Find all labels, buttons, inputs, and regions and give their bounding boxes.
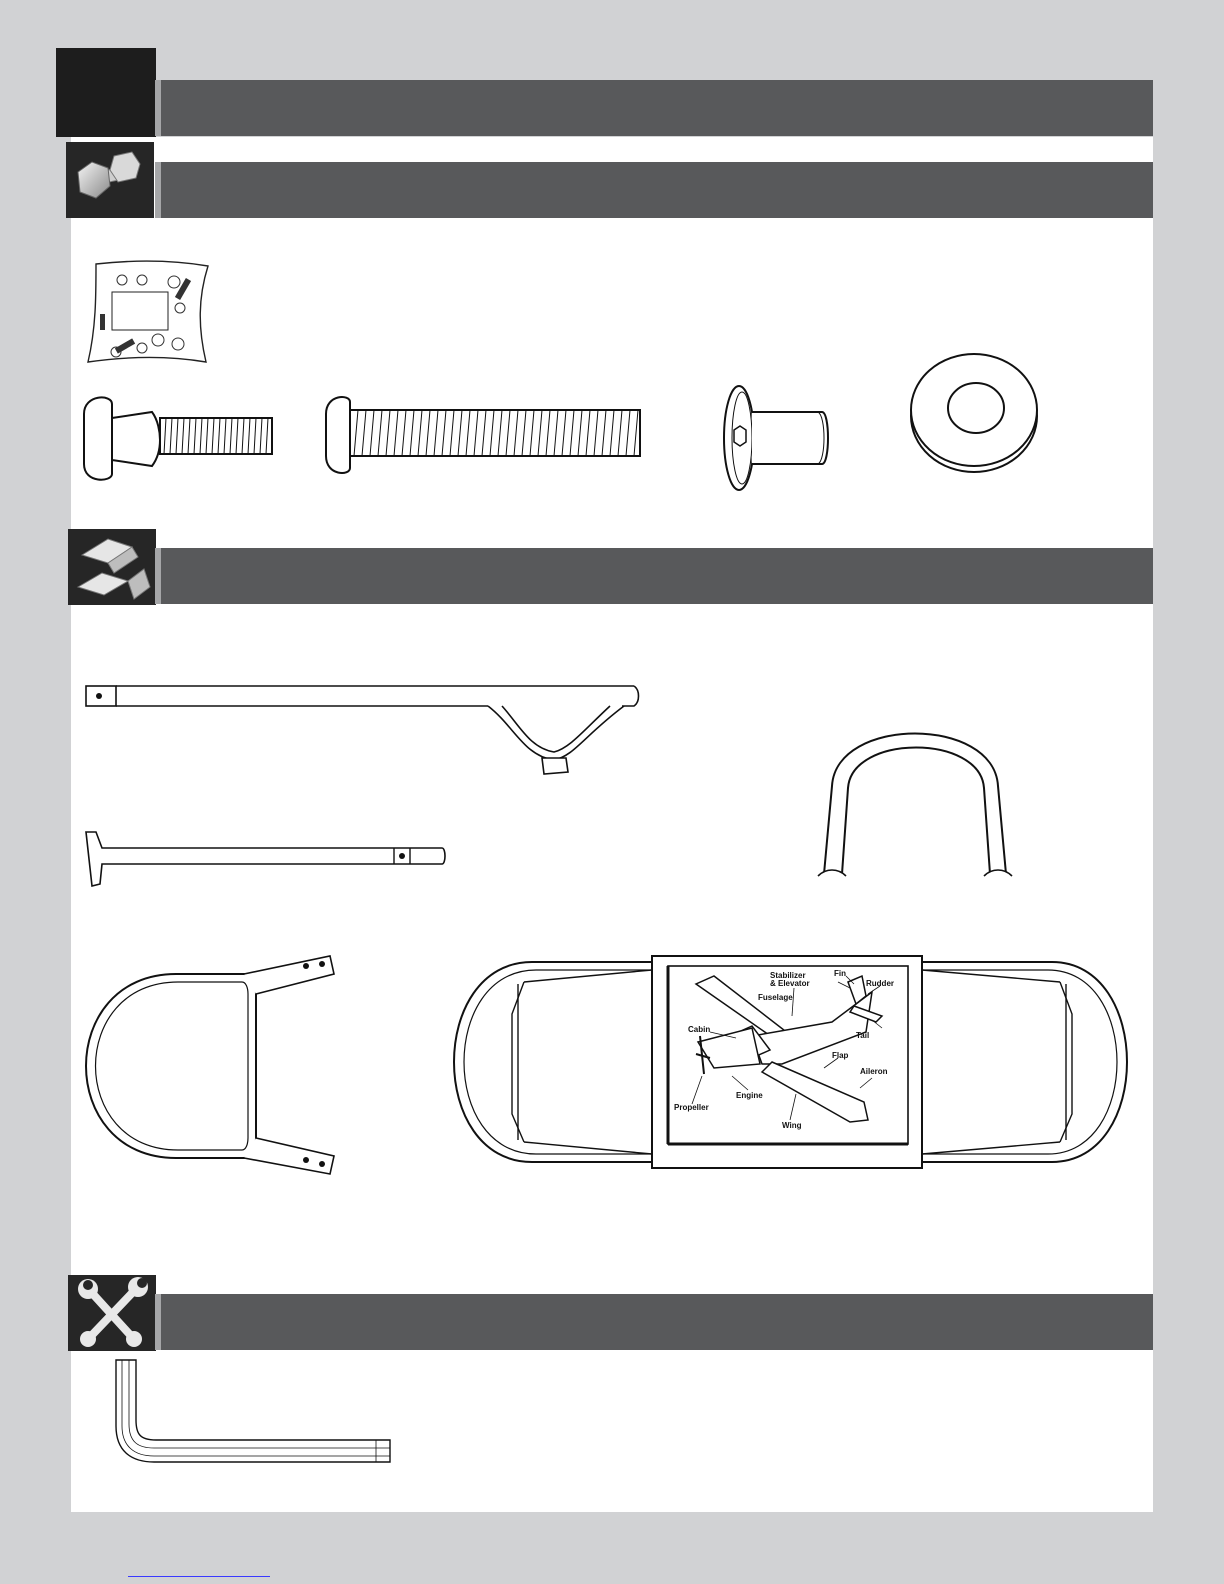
hardware-section-icon — [66, 142, 154, 218]
label-elevator: & Elevator — [770, 979, 810, 988]
label-tail: Tail — [856, 1031, 870, 1040]
bar-edge — [155, 80, 161, 136]
label-cabin: Cabin — [688, 1025, 711, 1034]
button-head-bolt-part — [324, 392, 654, 478]
washer-part — [910, 350, 1040, 476]
label-fin: Fin — [834, 969, 846, 978]
allen-wrench-part — [110, 1358, 400, 1468]
label-fuselage: Fuselage — [758, 993, 793, 1002]
label-rudder: Rudder — [866, 979, 894, 988]
step-title-bar — [160, 80, 1153, 136]
label-aileron: Aileron — [860, 1067, 888, 1076]
bar-edge — [155, 162, 161, 218]
tools-section-icon — [68, 1275, 156, 1351]
bar-edge — [155, 1294, 161, 1350]
long-frame-tube-part — [84, 676, 644, 786]
bar-edge — [155, 548, 161, 604]
tools-section-bar — [160, 1294, 1153, 1350]
parts-section-bar — [160, 548, 1153, 604]
hardware-bag-illustration — [82, 258, 212, 368]
wrench-icon — [68, 1275, 156, 1351]
step-number-box — [56, 48, 156, 137]
bracket-icon — [68, 529, 156, 605]
short-tube-part — [82, 830, 452, 892]
label-engine: Engine — [736, 1091, 763, 1100]
label-propeller: Propeller — [674, 1103, 709, 1112]
parts-section-icon — [68, 529, 156, 605]
footer-link[interactable] — [128, 1576, 270, 1577]
barrel-nut-part — [722, 382, 842, 494]
bolt-nut-icon — [66, 142, 154, 218]
label-wing: Wing — [782, 1121, 802, 1130]
label-flap: Flap — [832, 1051, 849, 1060]
shoulder-bolt-part — [82, 392, 282, 488]
airplane-seat-assembly-part — [452, 954, 1132, 1170]
u-handle-part — [818, 726, 1018, 884]
label-stabilizer: Stabilizer — [770, 971, 806, 980]
seat-frame-part — [84, 960, 344, 1172]
hardware-section-bar — [160, 162, 1153, 218]
